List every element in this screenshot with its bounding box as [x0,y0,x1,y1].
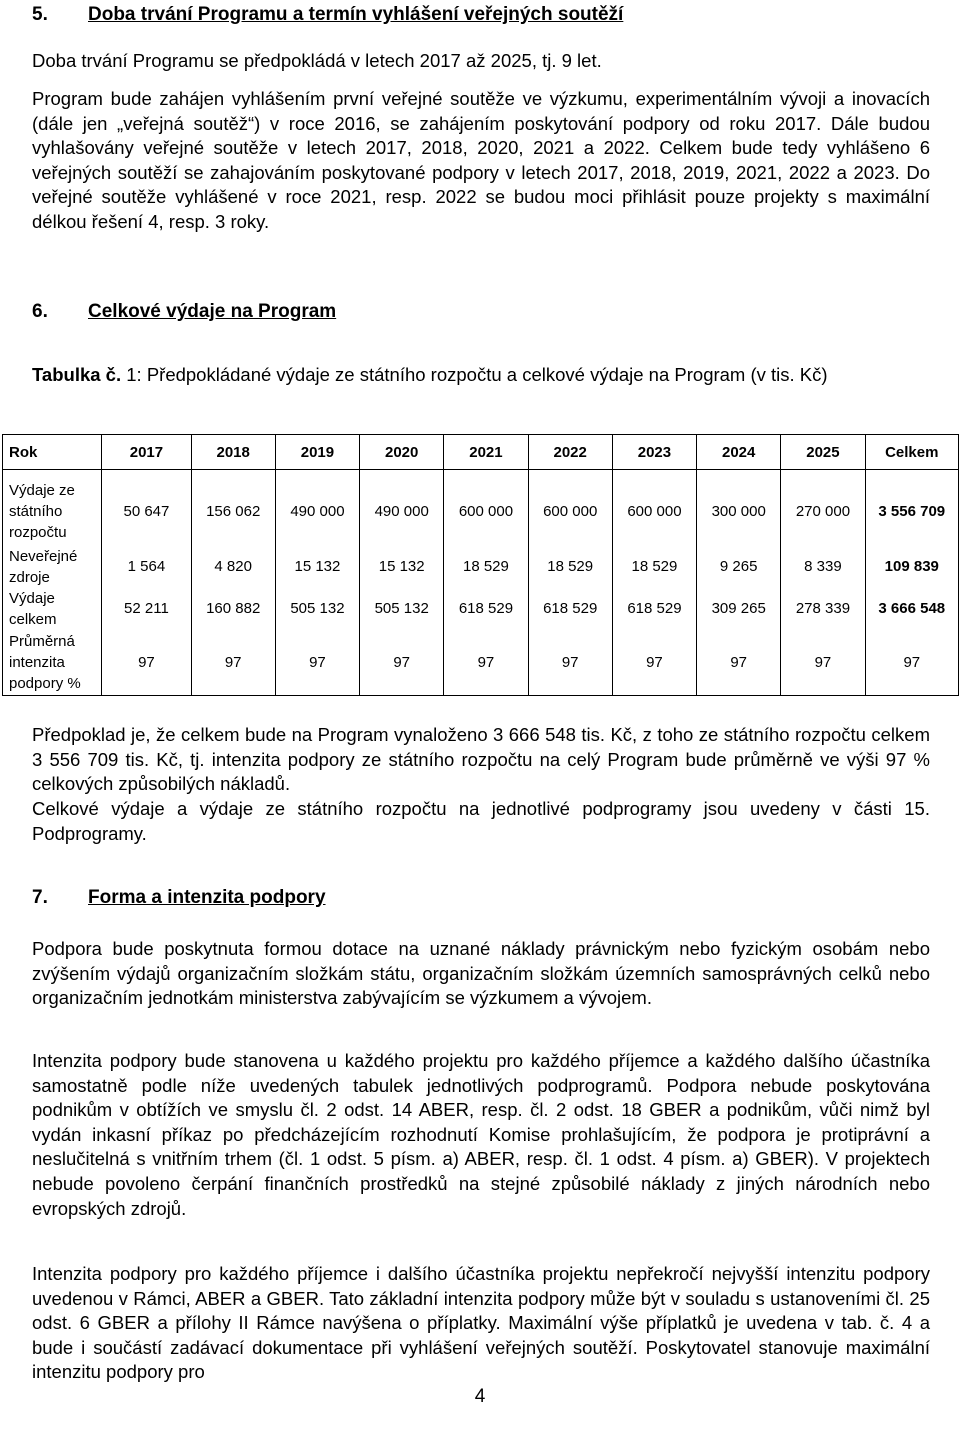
summary-paragraph-2: Celkové výdaje a výdaje ze státního rozpočtu na jednotlivé podprogramy jsou uvedeny v části 15. Podprogramy. [32,798,930,844]
table-cell: 18 529 [612,546,696,588]
table-row [3,630,959,696]
table-header-cell: 2022 [528,435,612,470]
row-total: 109 839 [865,546,958,588]
section-5-paragraph-1: Doba trvání Programu se předpokládá v letech 2017 až 2025, tj. 9 let. [32,50,602,71]
table-cell: 50 647 [102,470,191,546]
section-7-paragraph-2: Intenzita podpory bude stanovena u každého projektu pro každého příjemce a každého dalšího účastníka samostatně podle níže uvedených tabulek jednotlivých podprogramů. Podpora nebude poskytována podnikům v obtížích ve smyslu čl. 2 odst. 14 ABER, resp. čl. 2 odst. 18 GBER a podnikům, vůči nimž byl vydán inkasní příkaz po předcházejícím rozhodnutí Komise prohlašujícím, že podpora je protiprávní a neslučitelná s vnitřním trhem (čl. 1 odst. 5 písm. a) ABER, resp. čl. 1 odst. 4 písm. a) GBER). V projektech nebude povoleno čerpání finančních prostředků na stejné způsobilé náklady z jiných národních nebo evropských zdrojů. [32,1050,930,1219]
table-label: Tabulka č. [32,364,122,385]
row-total: 3 556 709 [865,470,958,546]
table-cell: 97 [612,630,696,696]
table-cell: 97 [781,630,865,696]
table-header-cell: 2020 [360,435,444,470]
table-cell: 97 [102,630,191,696]
table-cell: 18 529 [444,546,528,588]
table-header-row [3,435,959,470]
table-cell: 1 564 [102,546,191,588]
table-cell: 600 000 [444,470,528,546]
row-total: 97 [865,630,958,696]
page-number: 4 [474,1386,486,1407]
table-header-cell: Rok [3,435,102,470]
table-header-cell: 2017 [102,435,191,470]
table-cell: 15 132 [360,546,444,588]
summary-paragraph-1: Předpoklad je, že celkem bude na Program vynaloženo 3 666 548 tis. Kč, z toho ze státního rozpočtu celkem 3 556 709 tis. Kč, tj. intenzita podpory ze státního rozpočtu na celý Program bude průměrně ve výši 97 % celkových způsobilých nákladů. [32,724,930,795]
section-number: 6. [32,301,48,322]
row-total: 3 666 548 [865,588,958,630]
section-5-paragraph-2: Program bude zahájen vyhlášením první veřejné soutěže ve výzkumu, experimentálním vývoji a inovacích (dále jen „veřejná soutěž“) v roce 2016, se zahájením poskytování podpory od roku 2017. Dále budou vyhlašovány veřejné soutěže v letech 2017, 2018, 2020, 2021 a 2022. Celkem bude tedy vyhlášeno 6 veřejných soutěží se zahajováním poskytované podpory v letech 2017, 2018, 2019, 2021, 2022 a 2023. Do veřejné soutěže vyhlášené v roce 2021, resp. 2022 se budou moci přihlásit pouze projekty s maximální délkou řešení 4, resp. 3 roky. [32,88,930,232]
section-title: Celkové výdaje na Program [88,301,337,322]
row-label: Výdaje ze státního rozpočtu [3,470,102,546]
section-6-heading [32,301,336,323]
section-7-paragraph-3: Intenzita podpory pro každého příjemce i dalšího účastníka projektu nepřekročí nejvyšší intenzitu podpory uvedenou v Rámci, ABER a GBER. Tato základní intenzita podpory může být v souladu s ustanoveními čl. 25 odst. 6 GBER a přílohy II Rámce navýšena o příplatky. Maximální výše příplatků je uvedena v tab. č. 4 a bude i součástí zadávací dokumentace při vyhlášení veřejných soutěží. Poskytovatel stanovuje maximální intenzitu podpory pro [32,1263,930,1383]
section-7-paragraph-1: Podpora bude poskytnuta formou dotace na uznané náklady právnickým nebo fyzickým osobám nebo zvýšením výdajů organizačním složkám státu, organizačním složkám územních samosprávných celků nebo organizačním jednotkám ministerstva zabývajícím se výzkumem a vývojem. [32,938,930,1009]
table-cell: 505 132 [360,588,444,630]
table-cell: 97 [697,630,781,696]
table-cell: 156 062 [191,470,275,546]
row-label: Neveřejné zdroje [3,546,102,588]
table-cell: 8 339 [781,546,865,588]
table-header-cell: 2021 [444,435,528,470]
table-cell: 300 000 [697,470,781,546]
table-cell: 97 [444,630,528,696]
section-5-heading [32,4,623,26]
table-cell: 490 000 [275,470,359,546]
table-cell: 278 339 [781,588,865,630]
row-label: Výdaje celkem [3,588,102,630]
section-number: 7. [32,887,48,908]
table-header-cell: 2023 [612,435,696,470]
table-header-cell: Celkem [865,435,958,470]
table-caption [32,358,930,391]
table-row [3,546,959,588]
table-cell: 600 000 [612,470,696,546]
section-number: 5. [32,4,48,25]
table-header-cell: 2019 [275,435,359,470]
table-row [3,588,959,630]
table-cell: 309 265 [697,588,781,630]
table-body [3,435,959,696]
section-title: Doba trvání Programu a termín vyhlášení veřejných soutěží [88,4,624,25]
table-cell: 618 529 [528,588,612,630]
table-caption-text: 1: Předpokládané výdaje ze státního rozpočtu a celkové výdaje na Program (v tis. Kč) [121,364,828,385]
table-cell: 600 000 [528,470,612,546]
table-cell: 15 132 [275,546,359,588]
table-row [3,470,959,546]
row-label: Průměrná intenzita podpory % [3,630,102,696]
table-cell: 160 882 [191,588,275,630]
table-cell: 270 000 [781,470,865,546]
table-header-cell: 2024 [697,435,781,470]
table-header-cell: 2025 [781,435,865,470]
table-cell: 4 820 [191,546,275,588]
table-cell: 618 529 [612,588,696,630]
budget-table [2,434,959,696]
table-cell: 97 [191,630,275,696]
table-cell: 97 [275,630,359,696]
section-title: Forma a intenzita podpory [88,887,326,908]
table-cell: 9 265 [697,546,781,588]
table-cell: 505 132 [275,588,359,630]
table-header-cell: 2018 [191,435,275,470]
table-cell: 490 000 [360,470,444,546]
table-cell: 18 529 [528,546,612,588]
table-cell: 97 [360,630,444,696]
section-7-heading [32,887,326,909]
table-cell: 618 529 [444,588,528,630]
table-cell: 97 [528,630,612,696]
table-cell: 52 211 [102,588,191,630]
